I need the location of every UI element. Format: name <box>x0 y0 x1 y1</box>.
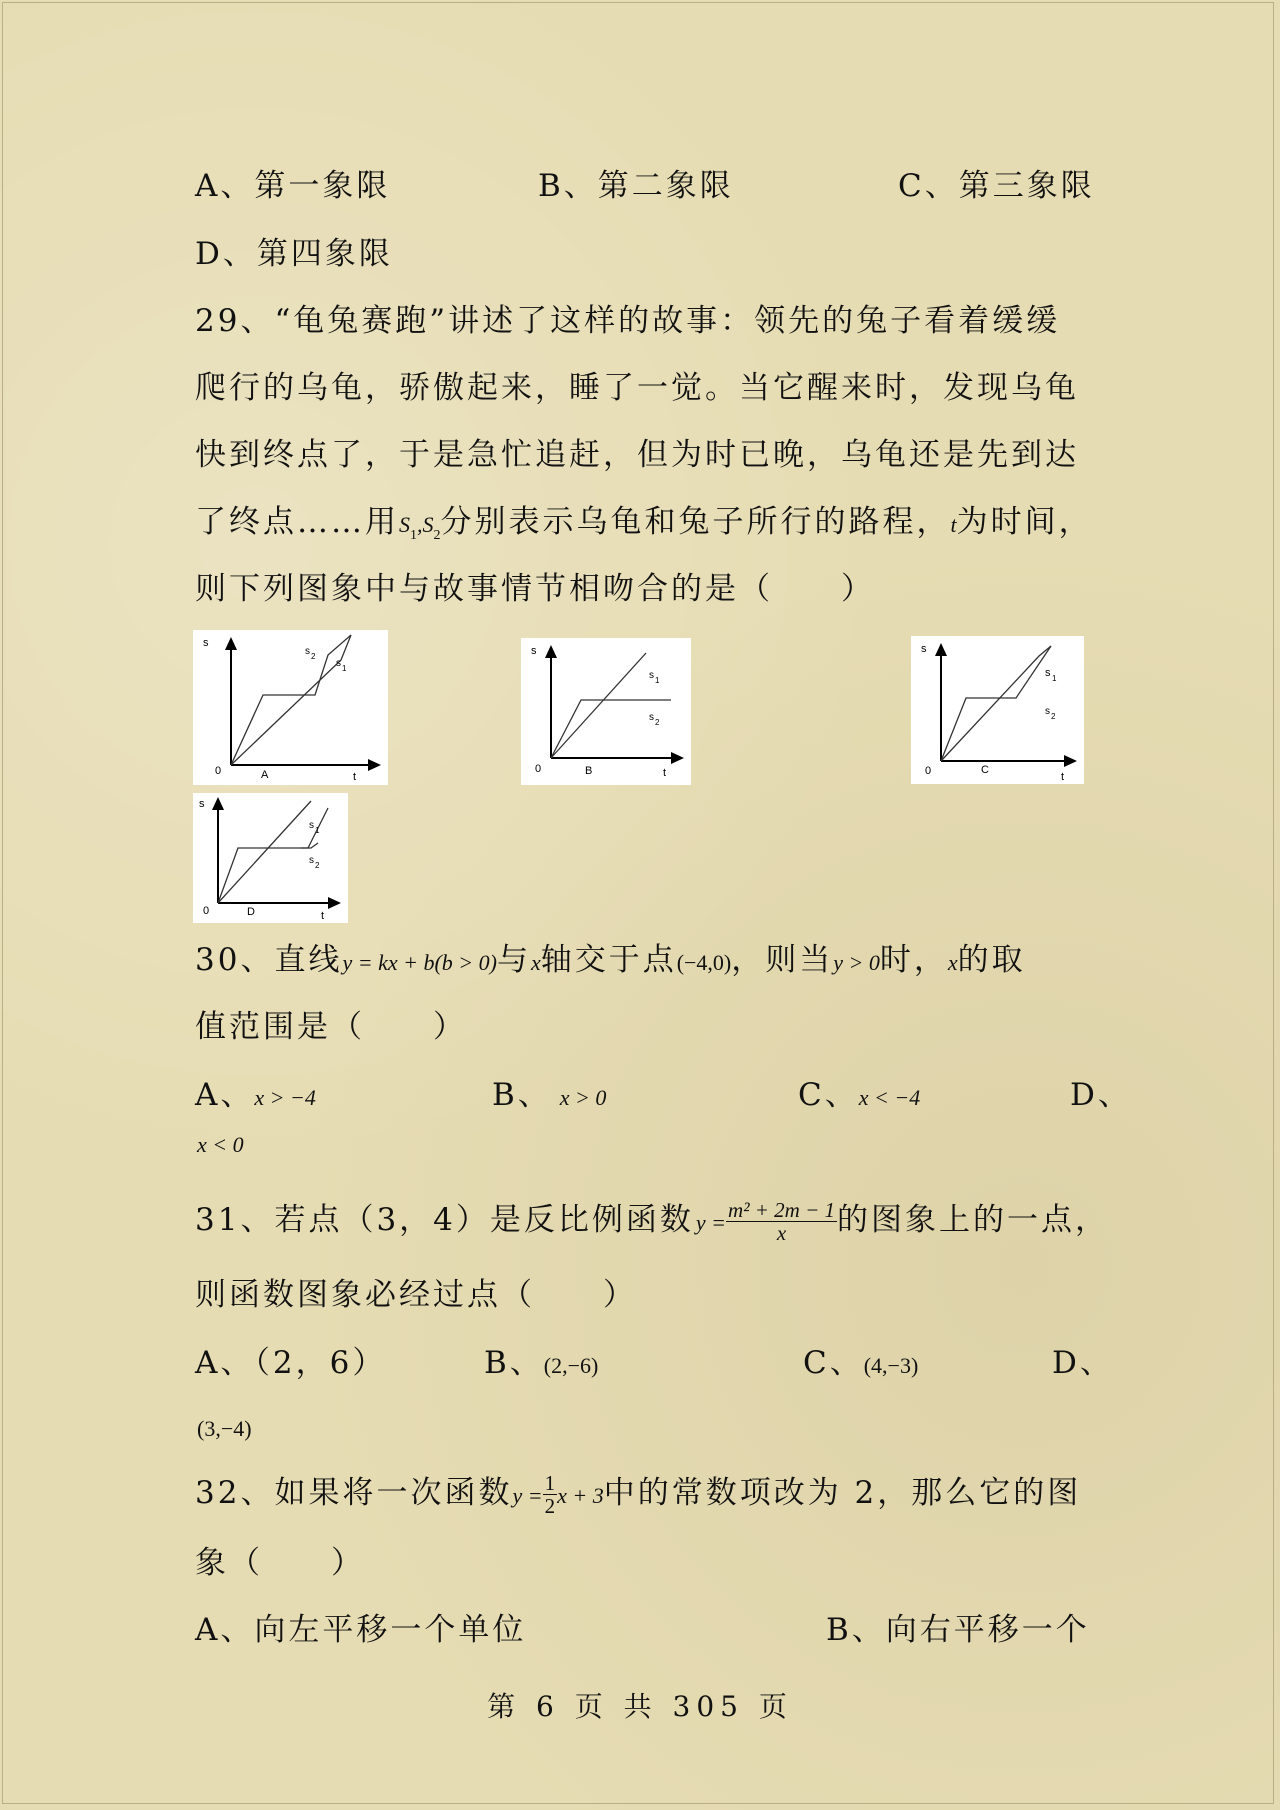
q30-option-c-label: C、 <box>798 1077 859 1113</box>
q30-pre: 30、直线 <box>195 942 343 978</box>
graph-b-low-curve: s <box>649 712 654 723</box>
q30-option-c-value: x < −4 <box>858 1085 921 1110</box>
q30-option-b <box>492 1075 606 1118</box>
graph-d-top-sub: 1 <box>315 826 320 835</box>
graph-c-low-curve: s <box>1045 706 1050 717</box>
t-symbol: t <box>950 512 957 537</box>
graph-a-label: A <box>261 769 269 781</box>
q28-option-b: B、第二象限 <box>538 168 734 204</box>
s1-subscript: 1 <box>410 528 417 544</box>
q30-line-2: 值范围是（ ） <box>195 1009 467 1045</box>
q31-numerator: m² + 2m − 1 <box>728 1198 835 1222</box>
s1-symbol: S <box>399 512 410 537</box>
q31-option-b-label: B、 <box>484 1345 544 1381</box>
q28-option-d: D、第四象限 <box>195 236 393 272</box>
graph-b-axis-y: s <box>531 645 537 657</box>
q30-condition: y > 0 <box>833 950 880 975</box>
graph-a-axis-y: s <box>203 637 209 649</box>
q30-option-d-label: D、 <box>1070 1077 1132 1113</box>
graph-c-axis-y: s <box>921 643 927 655</box>
graph-d-origin: 0 <box>203 905 210 917</box>
graph-d-top-curve: s <box>309 820 314 831</box>
q32-fraction <box>543 1472 558 1517</box>
q30-option-a-value: x > −4 <box>254 1085 316 1110</box>
q29-line-4-post: 为时间， <box>956 504 1093 540</box>
graph-d-axis-y: s <box>199 798 205 810</box>
q29-line-3: 快到终点了，于是急忙追赶，但为时已晚，乌龟还是先到达 <box>195 437 1079 473</box>
q32-pre: 32、如果将一次函数 <box>195 1475 513 1511</box>
q30-point: (−4,0) <box>676 950 732 975</box>
q32-denominator: 2 <box>544 1494 556 1518</box>
q30-option-a-label: A、 <box>195 1077 255 1113</box>
q29-line-4-mid: 分别表示乌龟和兔子所行的路程， <box>440 504 951 540</box>
s2-subscript: 2 <box>433 528 441 544</box>
q31-option-d-label: D、 <box>1052 1345 1114 1381</box>
graph-b-low-sub: 2 <box>655 718 660 727</box>
q28-option-c: C、第三象限 <box>898 168 1095 204</box>
q30-option-c <box>798 1075 920 1118</box>
q30-x1: x <box>530 950 541 975</box>
graph-d-label: D <box>247 906 255 918</box>
q31-option-b <box>484 1343 598 1386</box>
q30-equation: y = kx + b(b > 0) <box>342 950 497 975</box>
q31-option-d-value: (3,−4) <box>197 1416 252 1441</box>
q30-post: 的取 <box>957 942 1026 978</box>
q32-line-1 <box>195 1463 1095 1523</box>
graph-d-axis-x: t <box>321 910 325 922</box>
graph-a-axis-x: t <box>353 771 357 783</box>
q31-option-c <box>803 1343 918 1386</box>
graph-a-origin: 0 <box>215 765 222 777</box>
q31-line-1 <box>195 1190 1109 1250</box>
q30-mid1: 与 <box>496 942 531 978</box>
q32-post: 中的常数项改为 2，那么它的图 <box>603 1475 1082 1511</box>
graph-a-low-curve: s <box>336 658 341 669</box>
q30-line-1 <box>195 940 1095 983</box>
q29-line-4 <box>195 502 1095 556</box>
q28-option-a: A、第一象限 <box>195 168 391 204</box>
graph-d <box>193 793 348 923</box>
q31-fraction <box>726 1199 837 1244</box>
q29-line-5: 则下列图象中与故事情节相吻合的是（ ） <box>195 571 875 607</box>
q30-option-b-value: x > 0 <box>559 1085 607 1110</box>
graph-c-top-sub: 1 <box>1052 674 1057 683</box>
q31-line-2: 则函数图象必经过点（ ） <box>195 1277 637 1313</box>
q30-option-b-label: B、 <box>492 1077 552 1113</box>
q30-option-d-value: x < 0 <box>197 1132 244 1157</box>
q31-option-a: A、（2，6） <box>195 1345 387 1381</box>
q30-mid3: ，则当 <box>731 942 834 978</box>
graph-c <box>911 636 1084 784</box>
q30-option-a <box>195 1075 316 1118</box>
graph-c-top-curve: s <box>1045 667 1051 679</box>
graph-b-label: B <box>585 765 593 777</box>
q31-post: 的图象上的一点， <box>837 1202 1109 1238</box>
graph-c-axis-x: t <box>1061 771 1065 783</box>
q30-mid4: 时， <box>879 942 948 978</box>
graph-b-top-sub: 1 <box>655 676 660 685</box>
graph-a-low-sub: 1 <box>342 664 347 673</box>
graph-a-top-curve: s <box>305 646 310 657</box>
q29-line-2: 爬行的乌龟，骄傲起来，睡了一觉。当它醒来时，发现乌龟 <box>195 370 1079 406</box>
q29-line-4-pre: 了终点……用 <box>195 504 399 540</box>
graph-d-low-sub: 2 <box>315 861 320 870</box>
q32-numerator: 1 <box>544 1471 556 1495</box>
comma: , <box>417 512 423 537</box>
s2-symbol: S <box>422 512 434 537</box>
q31-pre: 31、若点（3，4）是反比例函数 <box>195 1202 694 1238</box>
q32-tail: x + 3 <box>557 1483 604 1508</box>
page-footer: 第 6 页 共 305 页 <box>487 1690 793 1723</box>
q31-y-eq: y = <box>695 1210 727 1235</box>
q32-option-a: A、向左平移一个单位 <box>195 1612 527 1648</box>
q31-denominator: x <box>776 1221 787 1245</box>
q30-x2: x <box>947 950 958 975</box>
graph-b <box>521 638 691 785</box>
graph-a <box>193 630 388 785</box>
q30-mid2: 轴交于点 <box>540 942 677 978</box>
graph-d-low-curve: s <box>309 855 314 866</box>
graph-b-top-curve: s <box>649 670 654 681</box>
q32-option-b: B、向右平移一个 <box>826 1612 1090 1648</box>
q31-option-c-value: (4,−3) <box>863 1353 919 1378</box>
q29-line-1: 29、“龟兔赛跑”讲述了这样的故事：领先的兔子看着缓缓 <box>195 303 1061 339</box>
graph-b-origin: 0 <box>535 763 542 775</box>
q32-y-eq: y = <box>512 1483 543 1508</box>
graph-c-label: C <box>981 764 989 776</box>
q31-option-b-value: (2,−6) <box>543 1353 599 1378</box>
q32-line-2: 象（ ） <box>195 1545 365 1581</box>
graph-c-low-sub: 2 <box>1051 712 1056 721</box>
graph-b-axis-x: t <box>663 767 667 779</box>
graph-a-top-sub: 2 <box>311 652 316 661</box>
graph-c-origin: 0 <box>925 765 932 777</box>
q31-option-c-label: C、 <box>803 1345 864 1381</box>
